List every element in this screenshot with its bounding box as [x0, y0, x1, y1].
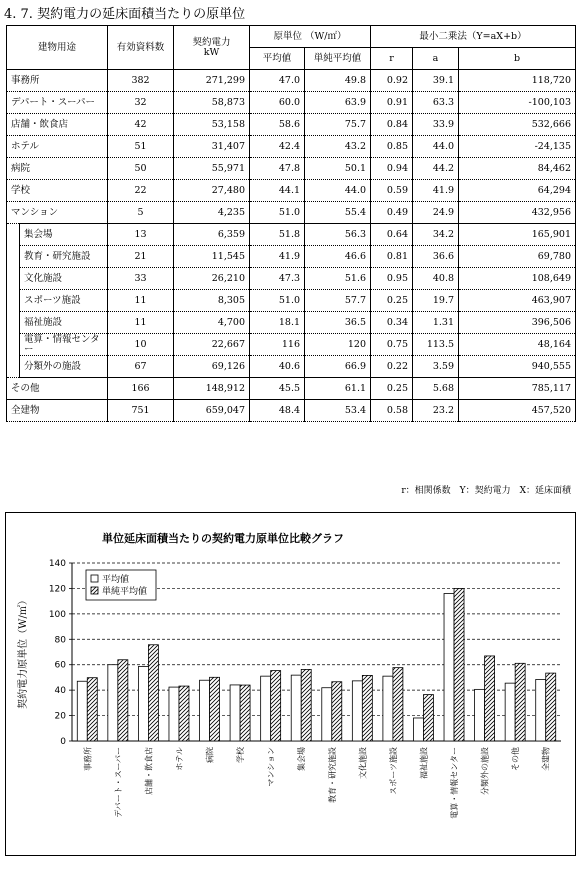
cell-r: 0.75 [371, 334, 413, 356]
bar-avg [200, 680, 210, 741]
bar-chart [6, 513, 577, 857]
cell-simple-avg: 57.7 [305, 290, 371, 312]
cell-r: 0.22 [371, 356, 413, 378]
x-tick-label: 全建物 [541, 747, 551, 771]
header-b: b [459, 48, 576, 70]
y-tick-label: 60 [54, 660, 66, 671]
bar-simple-avg [271, 671, 281, 741]
cell-avg: 40.6 [250, 356, 305, 378]
cell-simple-avg: 43.2 [305, 136, 371, 158]
bar-simple-avg [393, 668, 403, 741]
cell-count: 13 [108, 224, 174, 246]
cell-simple-avg: 61.1 [305, 378, 371, 400]
bar-simple-avg [485, 656, 495, 741]
bar-avg [322, 688, 332, 741]
cell-b: 785,117 [459, 378, 576, 400]
y-tick-label: 100 [48, 609, 66, 620]
cell-avg: 51.8 [250, 224, 305, 246]
table-row [7, 202, 576, 224]
x-tick-label: 事務所 [83, 747, 93, 771]
cell-a: 23.2 [413, 400, 459, 422]
x-tick-label: マンション [266, 747, 276, 787]
cell-avg: 48.4 [250, 400, 305, 422]
page-heading: 4. 7. 契約電力の延床面積当たりの原単位 [4, 7, 246, 22]
cell-name: その他 [7, 378, 108, 400]
cell-b: 48,164 [459, 334, 576, 356]
cell-name: 教育・研究施設 [20, 246, 108, 268]
cell-a: 63.3 [413, 92, 459, 114]
x-tick-label: 福祉施設 [419, 747, 429, 779]
table-note: r：相関係数 Y：契約電力 X：延床面積 [401, 486, 571, 496]
x-tick-label: 集会場 [297, 747, 307, 771]
cell-b: 463,907 [459, 290, 576, 312]
cell-r: 0.49 [371, 202, 413, 224]
cell-count: 382 [108, 70, 174, 92]
x-tick-label: 教育・研究施設 [327, 747, 337, 803]
bar-avg [383, 676, 393, 741]
cell-power: 58,873 [174, 92, 250, 114]
bar-simple-avg [148, 645, 158, 741]
header-power [174, 26, 250, 70]
cell-avg: 58.6 [250, 114, 305, 136]
bar-avg [413, 718, 423, 741]
cell-simple-avg: 46.6 [305, 246, 371, 268]
table-row [7, 136, 576, 158]
cell-power: 31,407 [174, 136, 250, 158]
x-tick-label: スポーツ施設 [388, 747, 398, 795]
bar-avg [108, 665, 118, 741]
table-row [7, 158, 576, 180]
cell-a: 113.5 [413, 334, 459, 356]
cell-power: 26,210 [174, 268, 250, 290]
table-row [7, 246, 576, 268]
header-use: 建物用途 [7, 26, 108, 70]
cell-count: 10 [108, 334, 174, 356]
header-power-label: 契約電力 [192, 36, 231, 48]
bar-simple-avg [423, 695, 433, 741]
cell-avg: 60.0 [250, 92, 305, 114]
cell-r: 0.64 [371, 224, 413, 246]
bar-avg [475, 689, 485, 741]
cell-a: 33.9 [413, 114, 459, 136]
cell-simple-avg: 44.0 [305, 180, 371, 202]
cell-power: 55,971 [174, 158, 250, 180]
y-axis-label: 契約電力原単位（W/㎡） [18, 595, 29, 709]
cell-avg: 42.4 [250, 136, 305, 158]
x-tick-label: 学校 [236, 747, 246, 763]
cell-count: 51 [108, 136, 174, 158]
cell-name: 店舗・飲食店 [7, 114, 108, 136]
bar-simple-avg [362, 675, 372, 741]
bar-simple-avg [240, 685, 250, 741]
cell-avg: 47.3 [250, 268, 305, 290]
subgroup-indent [7, 224, 20, 378]
data-table [6, 25, 576, 422]
cell-name: 分類外の施設 [20, 356, 108, 378]
cell-simple-avg: 56.3 [305, 224, 371, 246]
cell-r: 0.94 [371, 158, 413, 180]
cell-power: 271,299 [174, 70, 250, 92]
y-tick-label: 0 [60, 737, 66, 747]
cell-r: 0.95 [371, 268, 413, 290]
cell-b: 165,901 [459, 224, 576, 246]
cell-b: 118,720 [459, 70, 576, 92]
table-row [7, 70, 576, 92]
cell-r: 0.81 [371, 246, 413, 268]
cell-count: 33 [108, 268, 174, 290]
cell-simple-avg: 120 [305, 334, 371, 356]
cell-a: 44.0 [413, 136, 459, 158]
cell-avg: 47.8 [250, 158, 305, 180]
table-row [7, 378, 576, 400]
bar-simple-avg [118, 660, 128, 741]
cell-r: 0.34 [371, 312, 413, 334]
cell-count: 32 [108, 92, 174, 114]
cell-power: 659,047 [174, 400, 250, 422]
x-tick-label: ホテル [174, 747, 184, 771]
header-simple-avg: 単純平均値 [305, 48, 371, 70]
legend-swatch [91, 587, 98, 594]
chart-frame [5, 512, 576, 856]
cell-b: 64,294 [459, 180, 576, 202]
cell-simple-avg: 49.8 [305, 70, 371, 92]
cell-r: 0.92 [371, 70, 413, 92]
cell-count: 50 [108, 158, 174, 180]
x-tick-label: 電算・情報センター [450, 747, 460, 819]
cell-simple-avg: 63.9 [305, 92, 371, 114]
chart-title: 単位延床面積当たりの契約電力原単位比較グラフ [102, 532, 344, 545]
cell-name: 福祉施設 [20, 312, 108, 334]
cell-count: 22 [108, 180, 174, 202]
header-r: r [371, 48, 413, 70]
bar-simple-avg [454, 588, 464, 741]
cell-avg: 18.1 [250, 312, 305, 334]
cell-simple-avg: 53.4 [305, 400, 371, 422]
y-tick-label: 20 [54, 711, 66, 722]
table-row [7, 92, 576, 114]
cell-name: スポーツ施設 [20, 290, 108, 312]
legend-label: 単純平均値 [102, 587, 148, 597]
table-row [7, 400, 576, 422]
cell-avg: 44.1 [250, 180, 305, 202]
bar-avg [291, 675, 301, 741]
cell-b: 84,462 [459, 158, 576, 180]
cell-count: 751 [108, 400, 174, 422]
bar-simple-avg [515, 663, 525, 741]
cell-power: 69,126 [174, 356, 250, 378]
bar-avg [352, 681, 362, 741]
cell-simple-avg: 55.4 [305, 202, 371, 224]
cell-name: デパート・スーパー [7, 92, 108, 114]
cell-simple-avg: 66.9 [305, 356, 371, 378]
x-tick-label: その他 [511, 747, 521, 771]
x-tick-label: 分類外の施設 [480, 747, 490, 795]
cell-name: 全建物 [7, 400, 108, 422]
cell-a: 3.59 [413, 356, 459, 378]
table-row [7, 114, 576, 136]
bar-simple-avg [546, 673, 556, 741]
y-tick-label: 120 [48, 584, 66, 595]
cell-a: 41.9 [413, 180, 459, 202]
cell-name: 文化施設 [20, 268, 108, 290]
cell-name: ホテル [7, 136, 108, 158]
cell-count: 11 [108, 312, 174, 334]
cell-b: 108,649 [459, 268, 576, 290]
table-row [7, 356, 576, 378]
cell-power: 148,912 [174, 378, 250, 400]
x-tick-label: デパート・スーパー [113, 747, 123, 818]
cell-count: 11 [108, 290, 174, 312]
bar-simple-avg [301, 669, 311, 741]
x-tick-label: 病院 [205, 747, 215, 763]
cell-avg: 45.5 [250, 378, 305, 400]
cell-count: 67 [108, 356, 174, 378]
cell-a: 44.2 [413, 158, 459, 180]
cell-r: 0.84 [371, 114, 413, 136]
legend-swatch [91, 575, 98, 582]
cell-r: 0.59 [371, 180, 413, 202]
bar-avg [138, 666, 148, 741]
cell-name: 病院 [7, 158, 108, 180]
cell-name: 電算・情報センター [20, 334, 108, 356]
table-row [7, 268, 576, 290]
bar-simple-avg [87, 678, 97, 741]
header-unit-group: 原単位 （W/㎡） [250, 26, 371, 48]
cell-b: 532,666 [459, 114, 576, 136]
cell-a: 24.9 [413, 202, 459, 224]
bar-avg [536, 679, 546, 741]
table-row [7, 224, 576, 246]
cell-power: 8,305 [174, 290, 250, 312]
header-count: 有効資料数 [108, 26, 174, 70]
cell-power: 11,545 [174, 246, 250, 268]
cell-a: 5.68 [413, 378, 459, 400]
table-row [7, 290, 576, 312]
header-power-unit: kW [203, 46, 220, 58]
y-tick-label: 80 [54, 635, 66, 646]
bar-avg [230, 685, 240, 741]
cell-simple-avg: 36.5 [305, 312, 371, 334]
cell-power: 4,700 [174, 312, 250, 334]
cell-power: 22,667 [174, 334, 250, 356]
cell-b: 457,520 [459, 400, 576, 422]
table-row [7, 180, 576, 202]
y-tick-label: 140 [48, 559, 66, 569]
cell-a: 34.2 [413, 224, 459, 246]
bar-simple-avg [179, 686, 189, 741]
table-row [7, 334, 576, 356]
cell-power: 27,480 [174, 180, 250, 202]
cell-avg: 41.9 [250, 246, 305, 268]
cell-avg: 116 [250, 334, 305, 356]
cell-count: 5 [108, 202, 174, 224]
y-tick-label: 40 [54, 686, 66, 697]
cell-count: 166 [108, 378, 174, 400]
cell-simple-avg: 75.7 [305, 114, 371, 136]
cell-power: 6,359 [174, 224, 250, 246]
cell-b: 940,555 [459, 356, 576, 378]
cell-b: -24,135 [459, 136, 576, 158]
table-row [7, 312, 576, 334]
cell-power: 53,158 [174, 114, 250, 136]
legend-label: 平均値 [102, 575, 130, 585]
cell-r: 0.91 [371, 92, 413, 114]
cell-b: 432,956 [459, 202, 576, 224]
cell-avg: 51.0 [250, 202, 305, 224]
bar-avg [261, 676, 271, 741]
bar-avg [77, 681, 87, 741]
bar-avg [505, 683, 515, 741]
cell-power: 4,235 [174, 202, 250, 224]
bar-simple-avg [332, 682, 342, 741]
cell-name: 集会場 [20, 224, 108, 246]
x-tick-label: 文化施設 [358, 747, 368, 779]
cell-simple-avg: 50.1 [305, 158, 371, 180]
cell-r: 0.25 [371, 378, 413, 400]
bar-avg [169, 687, 179, 741]
cell-b: 69,780 [459, 246, 576, 268]
cell-a: 40.8 [413, 268, 459, 290]
cell-avg: 51.0 [250, 290, 305, 312]
cell-b: -100,103 [459, 92, 576, 114]
header-avg: 平均値 [250, 48, 305, 70]
cell-name: マンション [7, 202, 108, 224]
cell-a: 39.1 [413, 70, 459, 92]
cell-count: 21 [108, 246, 174, 268]
header-ls-group: 最小二乗法（Y=aX+b） [371, 26, 576, 48]
cell-r: 0.85 [371, 136, 413, 158]
x-tick-label: 店舗・飲食店 [144, 747, 154, 795]
bar-avg [444, 594, 454, 741]
cell-count: 42 [108, 114, 174, 136]
cell-name: 学校 [7, 180, 108, 202]
bar-simple-avg [210, 677, 220, 741]
cell-r: 0.25 [371, 290, 413, 312]
cell-a: 1.31 [413, 312, 459, 334]
cell-simple-avg: 51.6 [305, 268, 371, 290]
cell-name: 事務所 [7, 70, 108, 92]
header-a: a [413, 48, 459, 70]
cell-a: 19.7 [413, 290, 459, 312]
cell-avg: 47.0 [250, 70, 305, 92]
cell-a: 36.6 [413, 246, 459, 268]
cell-r: 0.58 [371, 400, 413, 422]
cell-b: 396,506 [459, 312, 576, 334]
